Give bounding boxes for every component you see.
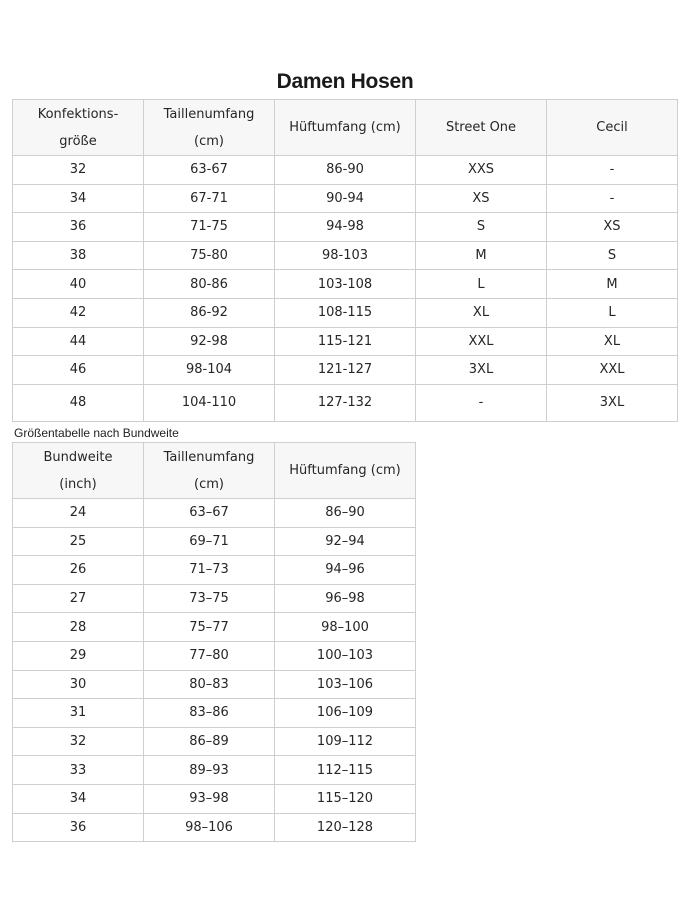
table-cell: XXS xyxy=(416,156,547,185)
column-header-text: (cm) xyxy=(194,133,224,149)
table-cell: 63–67 xyxy=(144,499,275,528)
table-row xyxy=(13,298,678,327)
table-row xyxy=(13,213,678,242)
column-header xyxy=(13,443,144,499)
table-row xyxy=(13,699,416,728)
header-row xyxy=(13,100,678,156)
table-row xyxy=(13,184,678,213)
table-cell: 93–98 xyxy=(144,784,275,813)
table-cell: 89–93 xyxy=(144,756,275,785)
table-cell: 63-67 xyxy=(144,156,275,185)
table-cell: 106–109 xyxy=(275,699,416,728)
table-cell: 98-103 xyxy=(275,241,416,270)
table-cell: 73–75 xyxy=(144,584,275,613)
column-header xyxy=(144,100,275,156)
table-cell: 103–106 xyxy=(275,670,416,699)
table-cell: 25 xyxy=(13,527,144,556)
column-header xyxy=(13,100,144,156)
table-row xyxy=(13,499,416,528)
table-cell: 36 xyxy=(13,813,144,842)
table-cell: 48 xyxy=(13,384,144,421)
table-cell: 42 xyxy=(13,298,144,327)
table-cell: 46 xyxy=(13,356,144,385)
table-cell: 100–103 xyxy=(275,641,416,670)
table-cell: M xyxy=(416,241,547,270)
table-cell: 32 xyxy=(13,727,144,756)
table-row xyxy=(13,756,416,785)
size-table-konfektion xyxy=(12,99,678,422)
table-cell: XS xyxy=(547,213,678,242)
table-cell: 28 xyxy=(13,613,144,642)
table-cell: 92-98 xyxy=(144,327,275,356)
table-row xyxy=(13,156,678,185)
table-cell: 3XL xyxy=(547,384,678,421)
column-header xyxy=(144,443,275,499)
column-header xyxy=(275,100,416,156)
table-cell: 90-94 xyxy=(275,184,416,213)
table-row xyxy=(13,670,416,699)
size-table-bundweite xyxy=(12,442,416,842)
table-cell: 80-86 xyxy=(144,270,275,299)
column-header-text: Street One xyxy=(445,120,517,135)
table-cell: 33 xyxy=(13,756,144,785)
table-cell: 92–94 xyxy=(275,527,416,556)
table-cell: 86–90 xyxy=(275,499,416,528)
table-cell: L xyxy=(416,270,547,299)
table-cell: 98-104 xyxy=(144,356,275,385)
column-header-text: Cecil xyxy=(596,120,628,135)
table-cell: 115-121 xyxy=(275,327,416,356)
table-cell: XL xyxy=(416,298,547,327)
table-row xyxy=(13,584,416,613)
table-cell: 29 xyxy=(13,641,144,670)
column-header-text: Taillenumfang xyxy=(163,449,255,465)
column-header xyxy=(547,100,678,156)
column-header-text: größe xyxy=(59,133,97,149)
table-cell: 75–77 xyxy=(144,613,275,642)
table-cell: 108-115 xyxy=(275,298,416,327)
table-body xyxy=(13,499,416,842)
table-row xyxy=(13,641,416,670)
column-header-text: (cm) xyxy=(194,476,224,492)
table-cell: - xyxy=(416,384,547,421)
header-row xyxy=(13,443,416,499)
table-body xyxy=(13,156,678,422)
table-cell: 86-90 xyxy=(275,156,416,185)
table-cell: 98–100 xyxy=(275,613,416,642)
table-cell: 71-75 xyxy=(144,213,275,242)
column-header-text: (inch) xyxy=(59,476,97,492)
table-row xyxy=(13,527,416,556)
table-cell: XXL xyxy=(547,356,678,385)
table-cell: XS xyxy=(416,184,547,213)
table-cell: 67-71 xyxy=(144,184,275,213)
column-header-text: Bundweite xyxy=(43,449,113,465)
table-cell: 36 xyxy=(13,213,144,242)
section-subtitle: Größentabelle nach Bundweite xyxy=(14,426,179,440)
table-cell: 115–120 xyxy=(275,784,416,813)
table-cell: 77–80 xyxy=(144,641,275,670)
table-cell: 121-127 xyxy=(275,356,416,385)
table-cell: 112–115 xyxy=(275,756,416,785)
table-cell: - xyxy=(547,184,678,213)
table-row xyxy=(13,613,416,642)
table-cell: 24 xyxy=(13,499,144,528)
table-cell: 94–96 xyxy=(275,556,416,585)
column-header xyxy=(275,443,416,499)
table-cell: M xyxy=(547,270,678,299)
table-cell: 75-80 xyxy=(144,241,275,270)
table-row xyxy=(13,356,678,385)
table-row xyxy=(13,784,416,813)
table-cell: XXL xyxy=(416,327,547,356)
table-cell: 127-132 xyxy=(275,384,416,421)
column-header-text: Konfektions- xyxy=(37,106,119,122)
table-cell: 98–106 xyxy=(144,813,275,842)
table-cell: S xyxy=(416,213,547,242)
table-row xyxy=(13,556,416,585)
table-cell: 96–98 xyxy=(275,584,416,613)
page-title: Damen Hosen xyxy=(276,70,414,93)
table-cell: S xyxy=(547,241,678,270)
table-row xyxy=(13,327,678,356)
table-row xyxy=(13,384,678,421)
table-cell: 31 xyxy=(13,699,144,728)
table-cell: 86-92 xyxy=(144,298,275,327)
column-header-text: Hüftumfang (cm) xyxy=(289,120,401,135)
table-header xyxy=(13,100,678,156)
table-cell: 94-98 xyxy=(275,213,416,242)
table-cell: 44 xyxy=(13,327,144,356)
table-cell: 120–128 xyxy=(275,813,416,842)
table-cell: 26 xyxy=(13,556,144,585)
table-cell: XL xyxy=(547,327,678,356)
table-cell: L xyxy=(547,298,678,327)
table-row xyxy=(13,270,678,299)
table-cell: 3XL xyxy=(416,356,547,385)
column-header-text: Hüftumfang (cm) xyxy=(289,463,401,478)
table-cell: 40 xyxy=(13,270,144,299)
column-header-text: Taillenumfang xyxy=(163,106,255,122)
table-cell: 71–73 xyxy=(144,556,275,585)
table-cell: 34 xyxy=(13,184,144,213)
table-cell: 103-108 xyxy=(275,270,416,299)
table-cell: 86–89 xyxy=(144,727,275,756)
table-row xyxy=(13,813,416,842)
table-cell: 32 xyxy=(13,156,144,185)
column-header xyxy=(416,100,547,156)
table-cell: 109–112 xyxy=(275,727,416,756)
table-cell: 27 xyxy=(13,584,144,613)
table-cell: 104-110 xyxy=(144,384,275,421)
table-cell: - xyxy=(547,156,678,185)
table-cell: 34 xyxy=(13,784,144,813)
table-header xyxy=(13,443,416,499)
table-cell: 69–71 xyxy=(144,527,275,556)
table-cell: 38 xyxy=(13,241,144,270)
table-cell: 80–83 xyxy=(144,670,275,699)
table-cell: 30 xyxy=(13,670,144,699)
table-row xyxy=(13,241,678,270)
table-row xyxy=(13,727,416,756)
table-cell: 83–86 xyxy=(144,699,275,728)
